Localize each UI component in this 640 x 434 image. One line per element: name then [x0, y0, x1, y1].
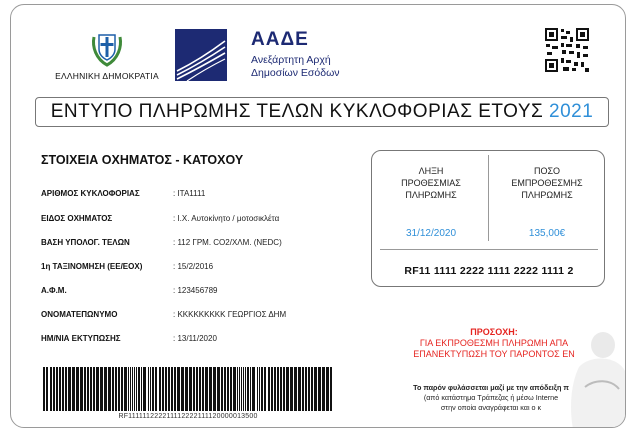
barcode-bar — [118, 367, 120, 411]
deadline-label-line1: ΛΗΞΗ — [418, 166, 444, 176]
barcode-bar — [196, 367, 198, 411]
qr-code-icon — [544, 27, 590, 73]
barcode-bar — [130, 367, 131, 411]
barcode-bar — [84, 367, 86, 411]
barcode-bar — [138, 367, 140, 411]
barcode-bar — [294, 367, 297, 411]
barcode-bar — [224, 367, 226, 411]
barcode-bar — [199, 367, 201, 411]
barcode-bar — [213, 367, 216, 411]
barcode-bar — [277, 367, 279, 411]
barcode-bar — [264, 367, 266, 411]
barcode-bar — [90, 367, 92, 411]
rf-payment-code: RF11 1111 2222 1111 2222 1111 2 — [404, 265, 574, 277]
barcode-bar — [62, 367, 64, 411]
deadline-label — [376, 165, 486, 201]
barcode-bar — [115, 367, 117, 411]
warning-line2: ΓΙΑ ΕΚΠΡΟΘΕΣΜΗ ΠΛΗΡΩΜΗ ΑΠΑ — [419, 338, 569, 348]
barcode-bar — [72, 367, 75, 411]
barcode-bar — [286, 367, 289, 411]
note-line1: Το παρόν φυλάσσεται μαζί με την απόδειξη π — [413, 383, 569, 392]
agency-name-line2: Δημοσίων Εσόδων — [251, 67, 340, 79]
barcode-bar — [283, 367, 285, 411]
barcode-bar — [243, 367, 244, 411]
field-value-vehicle-type: : Ι.Χ. Αυτοκίνητο / μοτοσικλέτα — [173, 214, 280, 223]
barcode-bar — [80, 367, 83, 411]
agency-name-line1: Ανεξάρτητη Αρχή — [251, 54, 331, 66]
barcode-bar — [53, 367, 55, 411]
barcode-bar — [59, 367, 61, 411]
payment-divider-vertical — [488, 155, 489, 241]
barcode-bar — [50, 367, 52, 411]
field-value-first-registration: : 15/2/2016 — [173, 262, 214, 271]
warning-line3: ΕΠΑΝΕΚΤΥΠΩΣΗ ΤΟΥ ΠΑΡΟΝΤΟΣ ΕΝ — [413, 349, 575, 359]
amount-value: 135,00€ — [528, 228, 566, 239]
government-name: ΕΛΛΗΝΙΚΗ ΔΗΜΟΚΡΑΤΙΑ — [55, 71, 159, 81]
barcode-bar — [237, 367, 238, 411]
field-label-print-date: ΗΜ/ΝΙΑ ΕΚΤΥΠΩΣΗΣ — [41, 334, 121, 343]
field-value-registration-number: : ΙΤΑ1111 — [173, 189, 206, 198]
form-title — [35, 97, 609, 127]
amount-label-line2: ΕΜΠΡΟΘΕΣΜΗΣ — [511, 178, 583, 188]
deadline-label-line2: ΠΡΟΘΕΣΜΙΑΣ — [401, 178, 461, 188]
barcode-bar — [326, 367, 329, 411]
barcode-bar — [93, 367, 95, 411]
watermark-figure-icon — [559, 327, 626, 428]
field-label-full-name: ΟΝΟΜΑΤΕΠΩΝΥΜΟ — [41, 310, 118, 319]
barcode-bar — [46, 367, 48, 411]
barcode-bar — [280, 367, 282, 411]
barcode-bar — [230, 367, 232, 411]
barcode-bar — [330, 367, 332, 411]
barcode-bar — [290, 367, 293, 411]
agency-acronym: ΑΑΔΕ — [251, 29, 309, 50]
field-label-registration-number: ΑΡΙΘΜΟΣ ΚΥΚΛΟΦΟΡΙΑΣ — [41, 189, 140, 198]
deadline-label-line3: ΠΛΗΡΩΜΗΣ — [405, 190, 457, 200]
barcode-bar — [68, 367, 71, 411]
barcode-bar — [257, 367, 258, 411]
barcode-bar — [261, 367, 263, 411]
barcode-bar — [87, 367, 89, 411]
barcode-bar — [112, 367, 114, 411]
barcode-bar — [100, 367, 103, 411]
barcode-bar — [227, 367, 229, 411]
barcode-bar — [205, 367, 208, 411]
barcode-bar — [259, 367, 260, 411]
barcode-bar — [268, 367, 270, 411]
barcode-bar — [311, 367, 313, 411]
barcode-bar — [241, 367, 242, 411]
field-value-full-name: : ΚΚΚΚΚΚΚΚΚ ΓΕΩΡΓΙΟΣ ΔΗΜ — [173, 310, 287, 319]
aade-logo-icon — [175, 29, 227, 81]
barcode-bar — [159, 367, 161, 411]
barcode-bar — [148, 367, 149, 411]
barcode-bar — [132, 367, 133, 411]
barcode-bar — [298, 367, 301, 411]
deadline-value: 31/12/2020 — [405, 228, 457, 239]
barcode-bar — [177, 367, 180, 411]
barcode-bar — [150, 367, 151, 411]
barcode-bar — [247, 367, 249, 411]
barcode-bar — [162, 367, 164, 411]
barcode-bar — [302, 367, 304, 411]
barcode-bar — [165, 367, 167, 411]
amount-label-line1: ΠΟΣΟ — [533, 166, 561, 176]
barcode-bar — [305, 367, 307, 411]
barcode-bar — [217, 367, 220, 411]
barcode-bar — [168, 367, 170, 411]
barcode-bar — [274, 367, 276, 411]
greek-coat-of-arms-icon — [90, 29, 124, 67]
barcode-bar — [155, 367, 157, 411]
note-line2: (από κατάστημα Τράπεζας ή μέσω Interne — [423, 393, 559, 402]
barcode-bar — [308, 367, 310, 411]
field-value-tax-id: : 123456789 — [173, 286, 218, 295]
note-line3: στην οποία αναγράφεται και ο κ — [440, 403, 542, 412]
barcode-icon — [41, 367, 335, 411]
barcode-bar — [141, 367, 142, 411]
barcode-bar — [271, 367, 273, 411]
amount-label-line3: ΠΛΗΡΩΜΗΣ — [521, 190, 573, 200]
barcode-bar — [202, 367, 204, 411]
field-label-first-registration: 1η ΤΑΞΙΝΟΜΗΣΗ (ΕΕ/ΕΟΧ) — [41, 262, 143, 271]
barcode-bar — [221, 367, 223, 411]
barcode-bar — [108, 367, 111, 411]
payment-box — [371, 150, 605, 287]
barcode-bar — [134, 367, 135, 411]
warning-line1: ΠΡΟΣΟΧΗ: — [470, 327, 518, 337]
barcode-bar — [245, 367, 246, 411]
barcode-bar — [185, 367, 188, 411]
barcode-bar — [209, 367, 212, 411]
barcode-bar — [252, 367, 255, 411]
barcode-bar — [128, 367, 129, 411]
barcode-bar — [96, 367, 99, 411]
field-value-tax-basis: : 112 ΓΡΜ. CO2/ΧΛΜ. (NEDC) — [173, 238, 282, 247]
barcode-bar — [239, 367, 240, 411]
payment-form-card — [10, 4, 626, 428]
barcode-bar — [174, 367, 176, 411]
payment-divider-horizontal — [380, 249, 598, 250]
barcode-bar — [143, 367, 146, 411]
barcode-bar — [124, 367, 127, 411]
field-value-print-date: : 13/11/2020 — [173, 334, 217, 343]
barcode-bar — [193, 367, 195, 411]
amount-label — [492, 165, 602, 201]
field-label-vehicle-type: ΕΙΔΟΣ ΟΧΗΜΑΤΟΣ — [41, 214, 113, 223]
section-title: ΣΤΟΙΧΕΙΑ ΟΧΗΜΑΤΟΣ - ΚΑΤΟΧΟΥ — [41, 153, 244, 167]
barcode-bar — [56, 367, 58, 411]
agency-name — [251, 54, 340, 80]
field-label-tax-basis: ΒΑΣΗ ΥΠΟΛΟΓ. ΤΕΛΩΝ — [41, 238, 130, 247]
government-block — [37, 29, 177, 81]
field-label-tax-id: Α.Φ.Μ. — [41, 286, 67, 295]
barcode-bar — [233, 367, 236, 411]
barcode-bar — [250, 367, 251, 411]
barcode-bar — [181, 367, 184, 411]
barcode-bar — [152, 367, 154, 411]
barcode-bar — [318, 367, 321, 411]
barcode-bar — [43, 367, 45, 411]
form-title-text: ΕΝΤΥΠΟ ΠΛΗΡΩΜΗΣ ΤΕΛΩΝ ΚΥΚΛΟΦΟΡΙΑΣ ΕΤΟΥΣ — [50, 101, 544, 122]
form-year: 2021 — [549, 101, 594, 122]
barcode-bar — [314, 367, 317, 411]
barcode-bar — [104, 367, 107, 411]
barcode-bar — [171, 367, 173, 411]
barcode-bar — [136, 367, 137, 411]
barcode-number: RF111111222211112222111120000013500 — [118, 413, 258, 420]
barcode-bar — [65, 367, 67, 411]
barcode-bar — [76, 367, 79, 411]
barcode-bar — [322, 367, 325, 411]
barcode-bar — [121, 367, 123, 411]
barcode-bar — [189, 367, 192, 411]
